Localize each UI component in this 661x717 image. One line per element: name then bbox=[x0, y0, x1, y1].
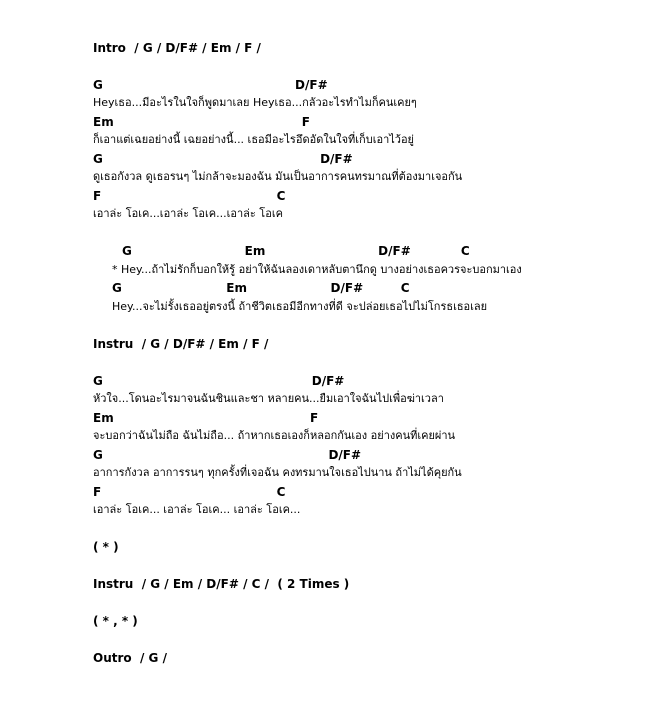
verse2-lyric-2: จะบอกว่าฉันไม่ถือ ฉันไม่ถือ... ถ้าหากเธอเองก็หลอกกันเอง อย่างคนที่เคยผ่าน bbox=[93, 429, 456, 442]
chorus-lyric-1: * Hey...ถ้าไม่รักก็บอกให้รู้ อย่าให้ฉันลองเดาหลับตานึกดู บางอย่างเธอควรจะบอกมาเอง bbox=[112, 263, 522, 276]
verse2-lyric-4: เอาล่ะ โอเค... เอาล่ะ โอเค... เอาล่ะ โอเค... bbox=[93, 503, 301, 516]
verse2-chords-4: F C bbox=[93, 485, 286, 499]
verse1-lyric-1: Heyเธอ...มีอะไรในใจก็พูดมาเลย Heyเธอ...กลัวอะไรทำไมก็คนเคยๆ bbox=[93, 96, 417, 109]
verse1-chords-2: Em F bbox=[93, 115, 310, 129]
verse1-chords-3: G D/F# bbox=[93, 152, 353, 166]
chorus-repeat-marker: ( * ) bbox=[93, 540, 119, 554]
chorus-chords-2: G Em D/F# C bbox=[112, 281, 410, 295]
verse2-lyric-1: หัวใจ...โดนอะไรมาจนฉันชินและชา หลายคน...ยืมเอาใจฉันไปเพื่อฆ่าเวลา bbox=[93, 392, 444, 405]
verse2-chords-1: G D/F# bbox=[93, 374, 345, 388]
instru-line-1: Instru / G / D/F# / Em / F / bbox=[93, 337, 269, 351]
verse1-lyric-4: เอาล่ะ โอเค...เอาล่ะ โอเค...เอาล่ะ โอเค bbox=[93, 207, 283, 220]
outro-line: Outro / G / bbox=[93, 651, 167, 665]
verse1-chords-1: G D/F# bbox=[93, 78, 328, 92]
instru-line-2: Instru / G / Em / D/F# / C / ( 2 Times ) bbox=[93, 577, 350, 591]
chorus-chords-1: G Em D/F# C bbox=[122, 244, 470, 258]
verse1-lyric-3: ดูเธอกังวล ดูเธอรนๆ ไม่กล้าจะมองฉัน มันเป็นอาการคนทรมาณที่ต้องมาเจอกัน bbox=[93, 170, 463, 183]
verse2-chords-2: Em F bbox=[93, 411, 319, 425]
verse2-chords-3: G D/F# bbox=[93, 448, 362, 462]
verse2-lyric-3: อาการกังวล อาการรนๆ ทุกครั้งที่เจอฉัน คงทรมานใจเธอไปนาน ถ้าไม่ได้คุยกัน bbox=[93, 466, 462, 479]
chorus-lyric-2: Hey...จะไม่รั้งเธออยู่ตรงนี้ ถ้าชีวิตเธอมีอีกทางที่ดี จะปล่อยเธอไปไม่โกรธเธอเลย bbox=[112, 300, 488, 313]
intro-line: Intro / G / D/F# / Em / F / bbox=[93, 41, 261, 55]
verse1-lyric-2: ก็เอาแต่เฉยอย่างนี้ เฉยอย่างนี้... เธอมีอะไรอึดอัดในใจที่เก็บเอาไว้อยู่ bbox=[93, 133, 415, 146]
double-chorus-marker: ( * , * ) bbox=[93, 614, 138, 628]
verse1-chords-4: F C bbox=[93, 189, 286, 203]
